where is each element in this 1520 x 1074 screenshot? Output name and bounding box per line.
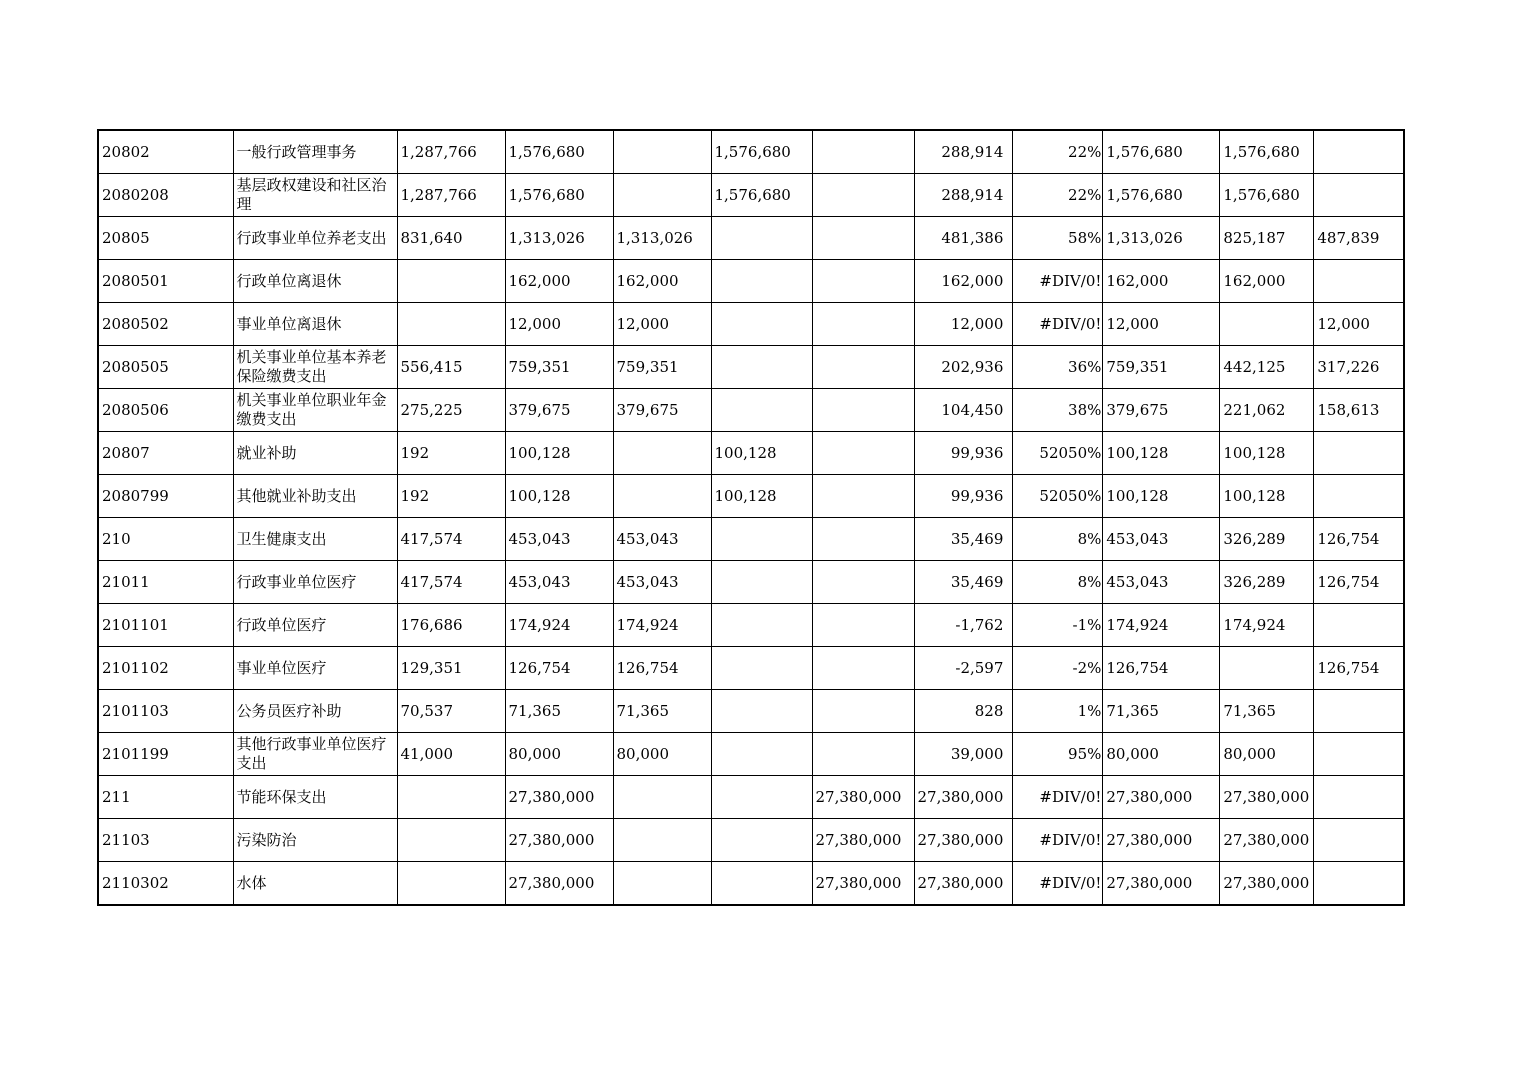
cell-code: 2080208 [98,174,233,217]
cell-col3: 162,000 [613,260,711,303]
cell-col9: 442,125 [1220,346,1314,389]
cell-code: 20805 [98,217,233,260]
cell-col5: 27,380,000 [812,819,914,862]
cell-col1: 417,574 [397,561,505,604]
cell-col6: 27,380,000 [914,862,1013,906]
cell-col8: 27,380,000 [1103,862,1220,906]
cell-col10 [1314,733,1404,776]
cell-col9: 1,576,680 [1220,174,1314,217]
cell-col4 [711,733,812,776]
cell-col4 [711,389,812,432]
cell-col3: 80,000 [613,733,711,776]
cell-col3: 379,675 [613,389,711,432]
cell-col6: 39,000 [914,733,1013,776]
cell-col4: 100,128 [711,475,812,518]
cell-col4 [711,346,812,389]
cell-col8: 174,924 [1103,604,1220,647]
cell-col2: 27,380,000 [505,862,613,906]
cell-col5 [812,346,914,389]
cell-code: 2101103 [98,690,233,733]
cell-col10 [1314,690,1404,733]
cell-col5 [812,561,914,604]
cell-col1: 556,415 [397,346,505,389]
cell-code: 2080502 [98,303,233,346]
cell-col9: 27,380,000 [1220,819,1314,862]
cell-col2: 174,924 [505,604,613,647]
cell-col3: 1,313,026 [613,217,711,260]
cell-col4: 1,576,680 [711,174,812,217]
cell-col9: 27,380,000 [1220,776,1314,819]
cell-col2: 1,576,680 [505,130,613,174]
cell-col4 [711,561,812,604]
cell-col9: 100,128 [1220,432,1314,475]
cell-col8: 1,313,026 [1103,217,1220,260]
cell-col10 [1314,604,1404,647]
cell-col8: 453,043 [1103,518,1220,561]
cell-col3 [613,130,711,174]
cell-col4: 100,128 [711,432,812,475]
cell-col8: 100,128 [1103,475,1220,518]
cell-name: 卫生健康支出 [233,518,397,561]
cell-code: 2110302 [98,862,233,906]
cell-col6: 202,936 [914,346,1013,389]
cell-code: 21103 [98,819,233,862]
cell-col1 [397,303,505,346]
cell-col10 [1314,776,1404,819]
cell-col10: 158,613 [1314,389,1404,432]
cell-col2: 126,754 [505,647,613,690]
cell-col5: 27,380,000 [812,862,914,906]
cell-code: 2080506 [98,389,233,432]
cell-col10: 126,754 [1314,518,1404,561]
cell-code: 2080799 [98,475,233,518]
cell-code: 20807 [98,432,233,475]
cell-col2: 80,000 [505,733,613,776]
table-row [98,862,1404,906]
cell-col7: 58% [1013,217,1103,260]
cell-col5 [812,303,914,346]
cell-col10: 126,754 [1314,647,1404,690]
cell-code: 2101101 [98,604,233,647]
cell-col9: 326,289 [1220,518,1314,561]
cell-name: 行政单位离退休 [233,260,397,303]
cell-col3 [613,862,711,906]
cell-col10 [1314,260,1404,303]
cell-name: 污染防治 [233,819,397,862]
cell-col2: 27,380,000 [505,776,613,819]
cell-col4 [711,260,812,303]
cell-col6: 104,450 [914,389,1013,432]
cell-col1: 70,537 [397,690,505,733]
cell-col6: 35,469 [914,518,1013,561]
cell-col5 [812,217,914,260]
cell-col9 [1220,303,1314,346]
cell-col7: #DIV/0! [1013,819,1103,862]
table-row [98,303,1404,346]
cell-col6: 99,936 [914,432,1013,475]
cell-name: 机关事业单位职业年金缴费支出 [233,389,397,432]
cell-col5 [812,174,914,217]
cell-col8: 453,043 [1103,561,1220,604]
cell-col5 [812,130,914,174]
cell-col5 [812,432,914,475]
cell-name: 公务员医疗补助 [233,690,397,733]
cell-name: 水体 [233,862,397,906]
cell-col1: 192 [397,475,505,518]
cell-col7: #DIV/0! [1013,776,1103,819]
cell-col10 [1314,475,1404,518]
cell-col2: 27,380,000 [505,819,613,862]
cell-col10 [1314,862,1404,906]
cell-col1: 129,351 [397,647,505,690]
cell-code: 2080505 [98,346,233,389]
cell-code: 2080501 [98,260,233,303]
cell-col3: 174,924 [613,604,711,647]
cell-name: 基层政权建设和社区治理 [233,174,397,217]
cell-col5: 27,380,000 [812,776,914,819]
cell-col3: 453,043 [613,561,711,604]
cell-col6: 27,380,000 [914,819,1013,862]
cell-col3: 12,000 [613,303,711,346]
cell-col10 [1314,174,1404,217]
cell-name: 一般行政管理事务 [233,130,397,174]
cell-col5 [812,690,914,733]
cell-name: 行政单位医疗 [233,604,397,647]
cell-col5 [812,518,914,561]
cell-col3 [613,819,711,862]
cell-col1 [397,862,505,906]
table-row [98,819,1404,862]
cell-col1 [397,260,505,303]
cell-code: 20802 [98,130,233,174]
cell-col3: 71,365 [613,690,711,733]
cell-col5 [812,604,914,647]
cell-col2: 759,351 [505,346,613,389]
cell-col8: 379,675 [1103,389,1220,432]
cell-col8: 27,380,000 [1103,819,1220,862]
cell-col7: 52050% [1013,475,1103,518]
cell-col3: 126,754 [613,647,711,690]
cell-col9: 80,000 [1220,733,1314,776]
cell-col6: 288,914 [914,174,1013,217]
cell-col6: -2,597 [914,647,1013,690]
cell-col9: 71,365 [1220,690,1314,733]
cell-col1: 192 [397,432,505,475]
cell-col2: 12,000 [505,303,613,346]
table-body [98,130,1404,905]
cell-col3 [613,776,711,819]
cell-col5 [812,475,914,518]
cell-col3 [613,432,711,475]
cell-col1: 1,287,766 [397,174,505,217]
cell-col9 [1220,647,1314,690]
table-row [98,432,1404,475]
cell-col1: 1,287,766 [397,130,505,174]
cell-col3 [613,174,711,217]
table-row [98,604,1404,647]
cell-col4 [711,217,812,260]
cell-col6: 27,380,000 [914,776,1013,819]
cell-name: 机关事业单位基本养老保险缴费支出 [233,346,397,389]
cell-col2: 379,675 [505,389,613,432]
table-row [98,776,1404,819]
cell-name: 其他就业补助支出 [233,475,397,518]
cell-name: 事业单位医疗 [233,647,397,690]
cell-col9: 162,000 [1220,260,1314,303]
cell-col2: 453,043 [505,518,613,561]
cell-col1: 831,640 [397,217,505,260]
cell-col1 [397,776,505,819]
cell-col6: 288,914 [914,130,1013,174]
cell-col5 [812,389,914,432]
cell-name: 其他行政事业单位医疗支出 [233,733,397,776]
cell-col9: 326,289 [1220,561,1314,604]
cell-code: 2101199 [98,733,233,776]
cell-col7: #DIV/0! [1013,303,1103,346]
cell-col5 [812,733,914,776]
cell-col7: 38% [1013,389,1103,432]
cell-col2: 71,365 [505,690,613,733]
cell-col9: 174,924 [1220,604,1314,647]
cell-name: 节能环保支出 [233,776,397,819]
cell-col6: 12,000 [914,303,1013,346]
cell-code: 2101102 [98,647,233,690]
cell-col1: 41,000 [397,733,505,776]
cell-col10: 12,000 [1314,303,1404,346]
cell-name: 事业单位离退休 [233,303,397,346]
cell-col4: 1,576,680 [711,130,812,174]
cell-col10 [1314,819,1404,862]
cell-col8: 759,351 [1103,346,1220,389]
cell-col5 [812,260,914,303]
cell-col7: -1% [1013,604,1103,647]
cell-col10: 317,226 [1314,346,1404,389]
cell-col1: 417,574 [397,518,505,561]
cell-name: 就业补助 [233,432,397,475]
cell-col7: 22% [1013,130,1103,174]
budget-table [97,129,1405,906]
cell-col6: 99,936 [914,475,1013,518]
cell-code: 21011 [98,561,233,604]
table-row [98,561,1404,604]
cell-col10 [1314,432,1404,475]
cell-col6: 828 [914,690,1013,733]
cell-col8: 162,000 [1103,260,1220,303]
cell-col4 [711,303,812,346]
cell-col7: #DIV/0! [1013,260,1103,303]
cell-col6: 162,000 [914,260,1013,303]
cell-col2: 453,043 [505,561,613,604]
table-row [98,174,1404,217]
cell-col8: 1,576,680 [1103,130,1220,174]
cell-col8: 71,365 [1103,690,1220,733]
cell-col4 [711,690,812,733]
cell-col7: 52050% [1013,432,1103,475]
cell-col4 [711,647,812,690]
cell-col2: 100,128 [505,475,613,518]
cell-col7: #DIV/0! [1013,862,1103,906]
table-row [98,690,1404,733]
cell-col8: 1,576,680 [1103,174,1220,217]
cell-col1 [397,819,505,862]
cell-col5 [812,647,914,690]
table-row [98,260,1404,303]
cell-col7: 22% [1013,174,1103,217]
cell-col6: 35,469 [914,561,1013,604]
cell-col8: 27,380,000 [1103,776,1220,819]
table-row [98,475,1404,518]
cell-col3: 453,043 [613,518,711,561]
cell-col3 [613,475,711,518]
cell-col4 [711,518,812,561]
cell-col4 [711,604,812,647]
cell-col7: 1% [1013,690,1103,733]
cell-col2: 1,313,026 [505,217,613,260]
cell-col2: 162,000 [505,260,613,303]
cell-code: 211 [98,776,233,819]
cell-col9: 27,380,000 [1220,862,1314,906]
cell-code: 210 [98,518,233,561]
cell-col2: 100,128 [505,432,613,475]
cell-col10 [1314,130,1404,174]
cell-col8: 80,000 [1103,733,1220,776]
cell-col10: 126,754 [1314,561,1404,604]
cell-col9: 100,128 [1220,475,1314,518]
cell-col4 [711,819,812,862]
cell-col8: 126,754 [1103,647,1220,690]
cell-col7: -2% [1013,647,1103,690]
cell-col7: 8% [1013,561,1103,604]
cell-col9: 221,062 [1220,389,1314,432]
cell-col7: 95% [1013,733,1103,776]
cell-col4 [711,776,812,819]
cell-col6: 481,386 [914,217,1013,260]
cell-col10: 487,839 [1314,217,1404,260]
table-row [98,389,1404,432]
cell-col8: 12,000 [1103,303,1220,346]
cell-col9: 825,187 [1220,217,1314,260]
table-row [98,647,1404,690]
cell-col1: 275,225 [397,389,505,432]
cell-col6: -1,762 [914,604,1013,647]
cell-col2: 1,576,680 [505,174,613,217]
table-row [98,518,1404,561]
cell-name: 行政事业单位医疗 [233,561,397,604]
table-row [98,346,1404,389]
cell-col7: 8% [1013,518,1103,561]
table-row [98,130,1404,174]
cell-name: 行政事业单位养老支出 [233,217,397,260]
cell-col8: 100,128 [1103,432,1220,475]
cell-col3: 759,351 [613,346,711,389]
cell-col1: 176,686 [397,604,505,647]
table-row [98,217,1404,260]
table-row [98,733,1404,776]
cell-col9: 1,576,680 [1220,130,1314,174]
cell-col4 [711,862,812,906]
cell-col7: 36% [1013,346,1103,389]
